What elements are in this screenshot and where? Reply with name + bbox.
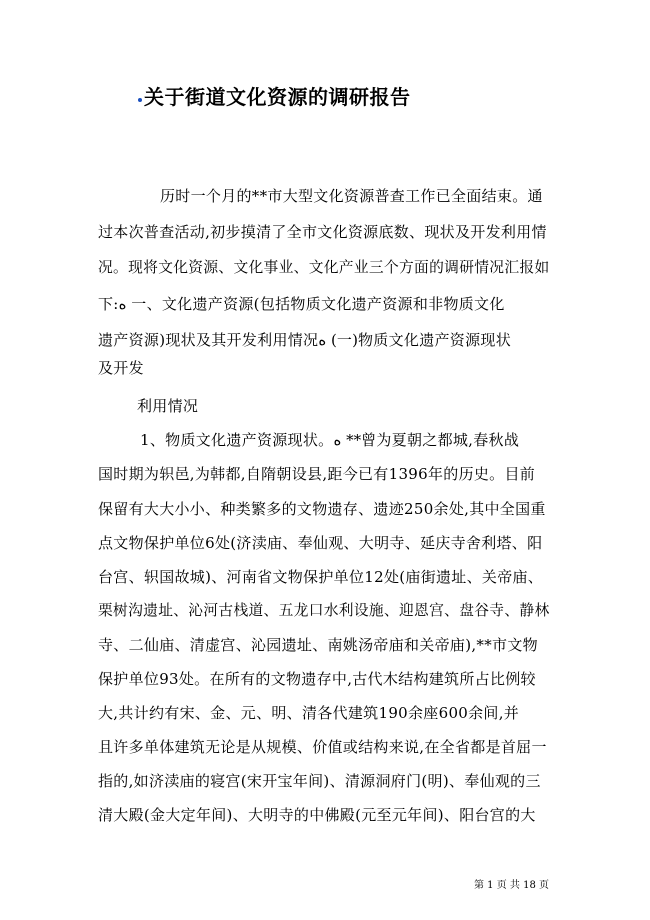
- body-line-4: 下:ﻩ 一、文化遗产资源(包括物质文化遗产资源和非物质文化: [98, 295, 505, 313]
- bullet-dot-icon: [138, 98, 142, 102]
- page-footer: 第 1 页 共 18 页: [474, 880, 549, 891]
- body-line-10: 保留有大大小小、种类繁多的文物遗存、遗迹250余处,其中全国重: [98, 500, 546, 518]
- body-line-11: 点文物保护单位6处(济渎庙、奉仙观、大明寺、延庆寺舍利塔、阳: [98, 534, 543, 552]
- body-line-17: 且许多单体建筑无论是从规模、价值或结构来说,在全省都是首屈一: [98, 738, 547, 756]
- body-line-5: 遗产资源)现状及其开发利用情况ﻩ (一)物质文化遗产资源现状: [98, 331, 511, 349]
- body-line-18: 指的,如济渎庙的寝宫(宋开宝年间)、清源洞府门(明)、奉仙观的三: [98, 772, 541, 790]
- body-line-12: 台宫、轵国故城)、河南省文物保护单位12处(庙街遗址、关帝庙、: [98, 568, 544, 586]
- body-line-15: 保护单位93处。在所有的文物遗存中,古代木结构建筑所占比例较: [98, 670, 536, 688]
- body-line-19: 清大殿(金大定年间)、大明寺的中佛殿(元至元年间)、阳台宫的大: [98, 806, 536, 824]
- body-line-3: 况。现将文化资源、文化事业、文化产业三个方面的调研情况汇报如: [98, 259, 550, 276]
- section-heading-line: 利用情况: [137, 397, 199, 415]
- body-line-9: 国时期为轵邑,为韩都,自隋朝设县,距今已有1396年的历史。目前: [98, 465, 536, 483]
- body-line-6: 及开发: [98, 359, 144, 377]
- document-title: [138, 84, 411, 110]
- body-line-2: 过本次普查活动,初步摸清了全市文化资源底数、现状及开发利用情: [98, 223, 547, 241]
- body-line-1: 历时一个月的**市大型文化资源普查工作已全面结束。通: [160, 187, 543, 205]
- body-line-14: 寺、二仙庙、清虚宫、沁园遗址、南姚汤帝庙和关帝庙),**市文物: [98, 636, 538, 654]
- body-line-13: 栗树沟遗址、沁河古栈道、五龙口水利设施、迎恩宫、盘谷寺、静林: [98, 602, 550, 619]
- title-text: 关于街道文化资源的调研报告: [144, 85, 411, 109]
- body-line-8: 1、物质文化遗产资源现状。ﻩ **曾为夏朝之都城,春秋战: [140, 431, 520, 449]
- body-line-16: 大,共计约有宋、金、元、明、清各代建筑190余座600余间,并: [98, 704, 520, 722]
